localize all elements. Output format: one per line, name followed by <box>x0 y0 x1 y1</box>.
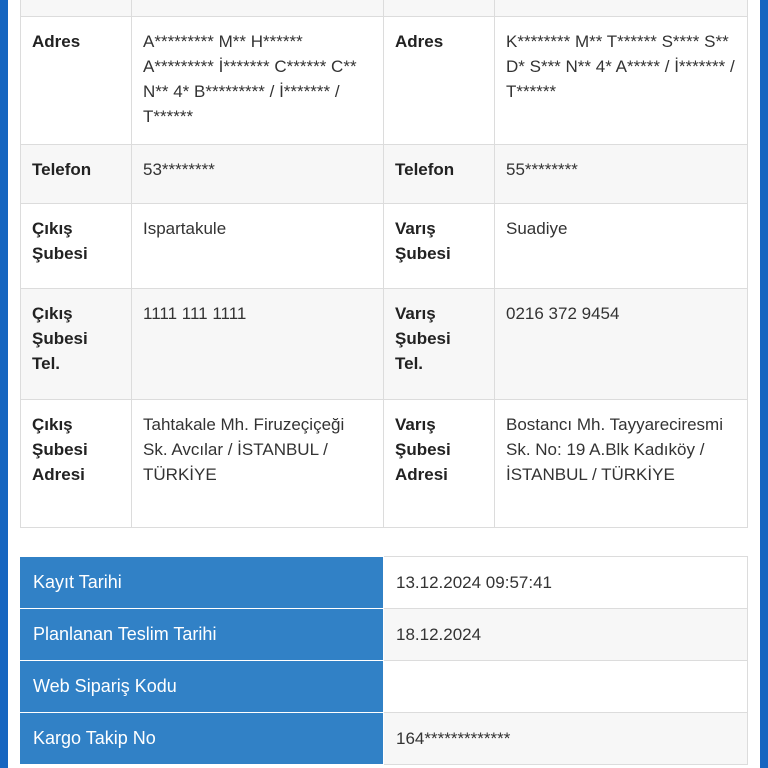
table-row-branch-address <box>21 400 748 528</box>
origin-branch-phone-label: Çıkış Şubesi Tel. <box>21 289 132 400</box>
table-row-planned-delivery <box>21 609 748 661</box>
registration-date-value: 13.12.2024 09:57:41 <box>384 557 748 609</box>
sender-phone-label: Telefon <box>21 145 132 204</box>
destination-branch-phone-value: 0216 372 9454 <box>495 289 748 400</box>
origin-branch-value: Ispartakule <box>132 204 384 289</box>
table-row-web-order-code <box>21 661 748 713</box>
row-label <box>384 0 495 17</box>
table-row-tracking-number <box>21 713 748 765</box>
table-row-branch-phone <box>21 289 748 400</box>
table-row <box>21 0 748 17</box>
table-row-branch <box>21 204 748 289</box>
sender-address-label: Adres <box>21 17 132 145</box>
sender-receiver-table <box>20 0 748 528</box>
row-value <box>495 0 748 17</box>
table-row-address <box>21 17 748 145</box>
row-value <box>132 0 384 17</box>
page-frame <box>8 0 760 768</box>
web-order-code-label: Web Sipariş Kodu <box>21 661 384 713</box>
shipment-info-table <box>20 556 748 765</box>
sender-phone-value: 53******** <box>132 145 384 204</box>
sender-address-value: A********* M** H****** A********* İ******* C****** C** N** 4* B********* / İ******* / T****** <box>132 17 384 145</box>
planned-delivery-label: Planlanan Teslim Tarihi <box>21 609 384 661</box>
origin-branch-address-label: Çıkış Şubesi Adresi <box>21 400 132 528</box>
planned-delivery-value: 18.12.2024 <box>384 609 748 661</box>
origin-branch-phone-value: 1111 111 1111 <box>132 289 384 400</box>
origin-branch-label: Çıkış Şubesi <box>21 204 132 289</box>
origin-branch-address-value: Tahtakale Mh. Firuzeçiçeği Sk. Avcılar / İSTANBUL / TÜRKİYE <box>132 400 384 528</box>
destination-branch-address-value: Bostancı Mh. Tayyareciresmi Sk. No: 19 A.Blk Kadıköy / İSTANBUL / TÜRKİYE <box>495 400 748 528</box>
destination-branch-label: Varış Şubesi <box>384 204 495 289</box>
destination-branch-address-label: Varış Şubesi Adresi <box>384 400 495 528</box>
receiver-phone-value: 55******** <box>495 145 748 204</box>
table-row-registration-date <box>21 557 748 609</box>
web-order-code-value <box>384 661 748 713</box>
registration-date-label: Kayıt Tarihi <box>21 557 384 609</box>
row-label <box>21 0 132 17</box>
destination-branch-phone-label: Varış Şubesi Tel. <box>384 289 495 400</box>
table-row-phone <box>21 145 748 204</box>
receiver-phone-label: Telefon <box>384 145 495 204</box>
receiver-address-label: Adres <box>384 17 495 145</box>
destination-branch-value: Suadiye <box>495 204 748 289</box>
tracking-number-value: 164************* <box>384 713 748 765</box>
receiver-address-value: K******** M** T****** S**** S** D* S*** N** 4* A***** / İ******* / T****** <box>495 17 748 145</box>
tracking-number-label: Kargo Takip No <box>21 713 384 765</box>
